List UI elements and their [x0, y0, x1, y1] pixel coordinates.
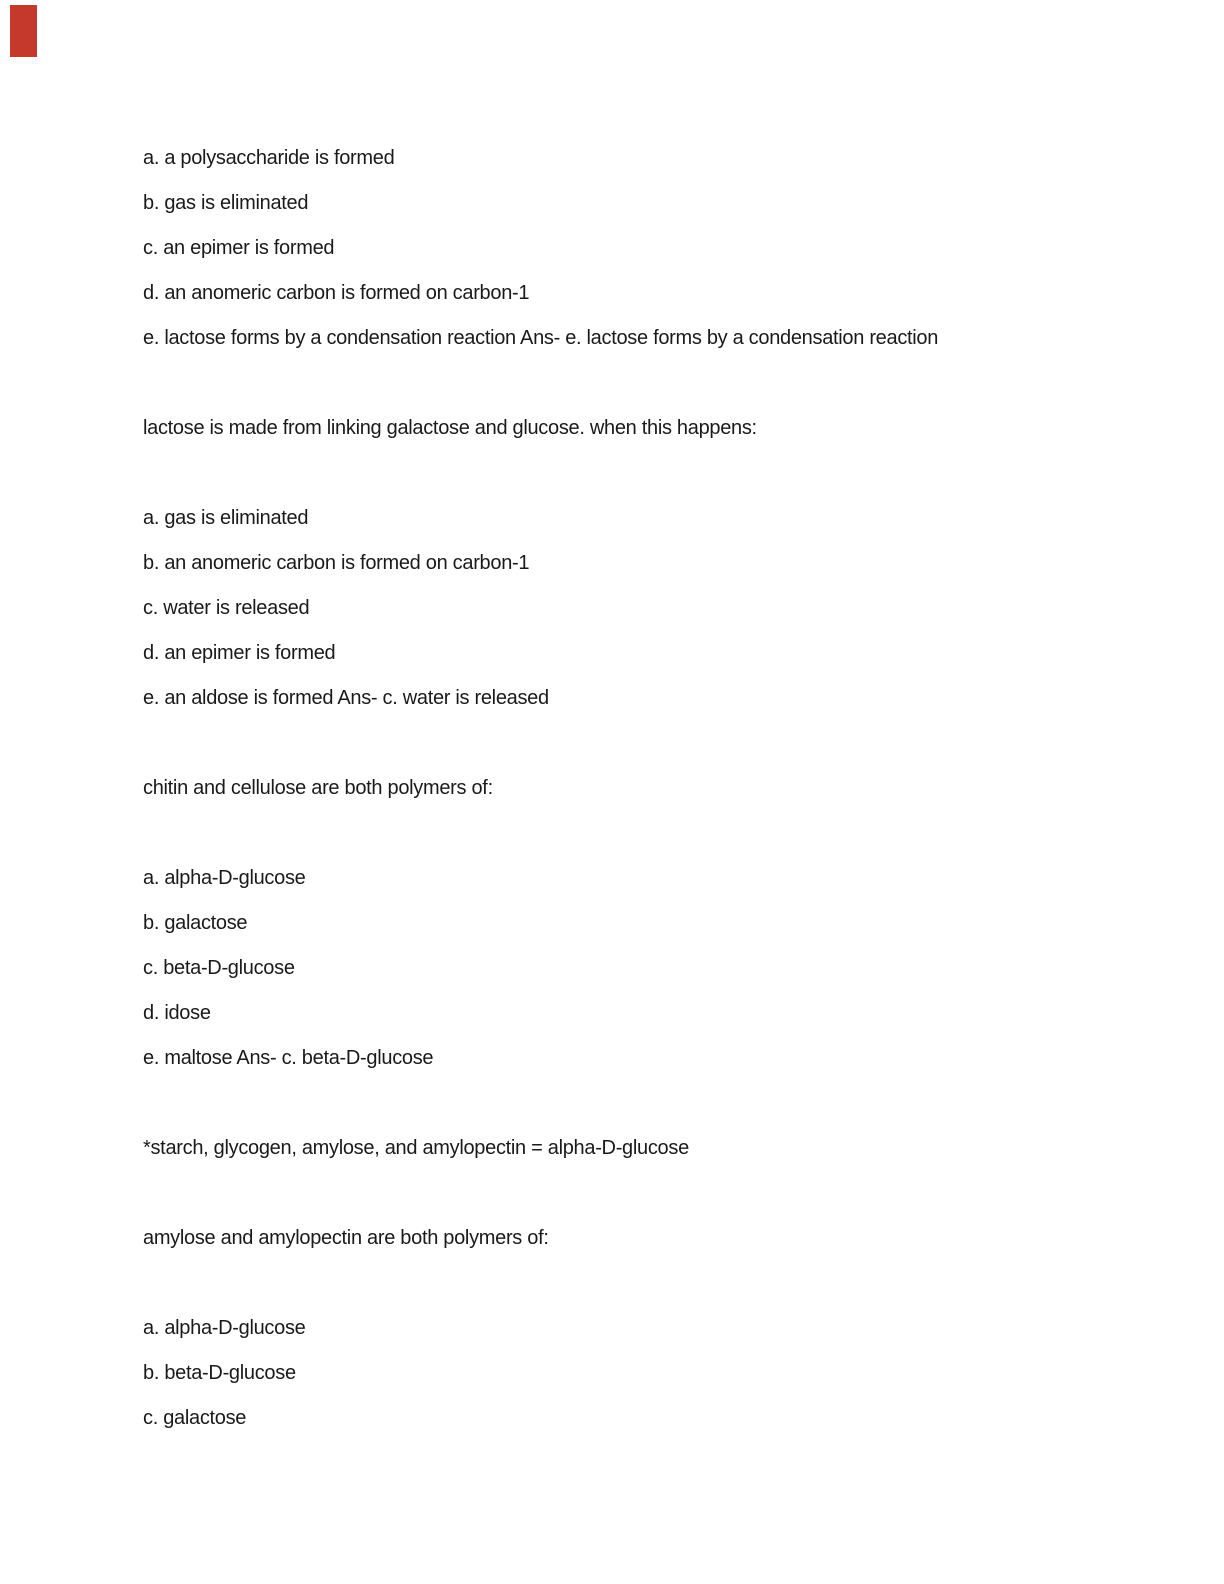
q3-option-a: a. alpha-D-glucose	[143, 867, 306, 889]
q3-option-c: c. beta-D-glucose	[143, 957, 295, 979]
q4-option-c: c. galactose	[143, 1407, 247, 1429]
q1-option-a: a. a polysaccharide is formed	[143, 147, 395, 169]
q2-option-a: a. gas is eliminated	[143, 507, 309, 529]
document-page	[143, 145, 1164, 1450]
q3-option-b: b. galactose	[143, 912, 248, 934]
study-note: *starch, glycogen, amylose, and amylopectin = alpha-D-glucose	[143, 1137, 689, 1159]
q4-question: amylose and amylopectin are both polymers of:	[143, 1227, 549, 1249]
q2-question: lactose is made from linking galactose and glucose. when this happens:	[143, 417, 757, 439]
bookmark-ribbon	[10, 5, 37, 57]
q1-option-d: d. an anomeric carbon is formed on carbon-1	[143, 282, 530, 304]
q2-option-b: b. an anomeric carbon is formed on carbon-1	[143, 552, 530, 574]
q1-option-e-with-answer: e. lactose forms by a condensation reaction Ans- e. lactose forms by a condensation reaction	[143, 327, 939, 349]
q2-option-c: c. water is released	[143, 597, 310, 619]
q4-option-a: a. alpha-D-glucose	[143, 1317, 306, 1339]
q3-option-d: d. idose	[143, 1002, 211, 1024]
q1-option-c: c. an epimer is formed	[143, 237, 335, 259]
q4-option-b: b. beta-D-glucose	[143, 1362, 296, 1384]
q3-option-e-with-answer: e. maltose Ans- c. beta-D-glucose	[143, 1047, 434, 1069]
q2-option-d: d. an epimer is formed	[143, 642, 336, 664]
q1-option-b: b. gas is eliminated	[143, 192, 309, 214]
q3-question: chitin and cellulose are both polymers of:	[143, 777, 493, 799]
q2-option-e-with-answer: e. an aldose is formed Ans- c. water is released	[143, 687, 549, 709]
